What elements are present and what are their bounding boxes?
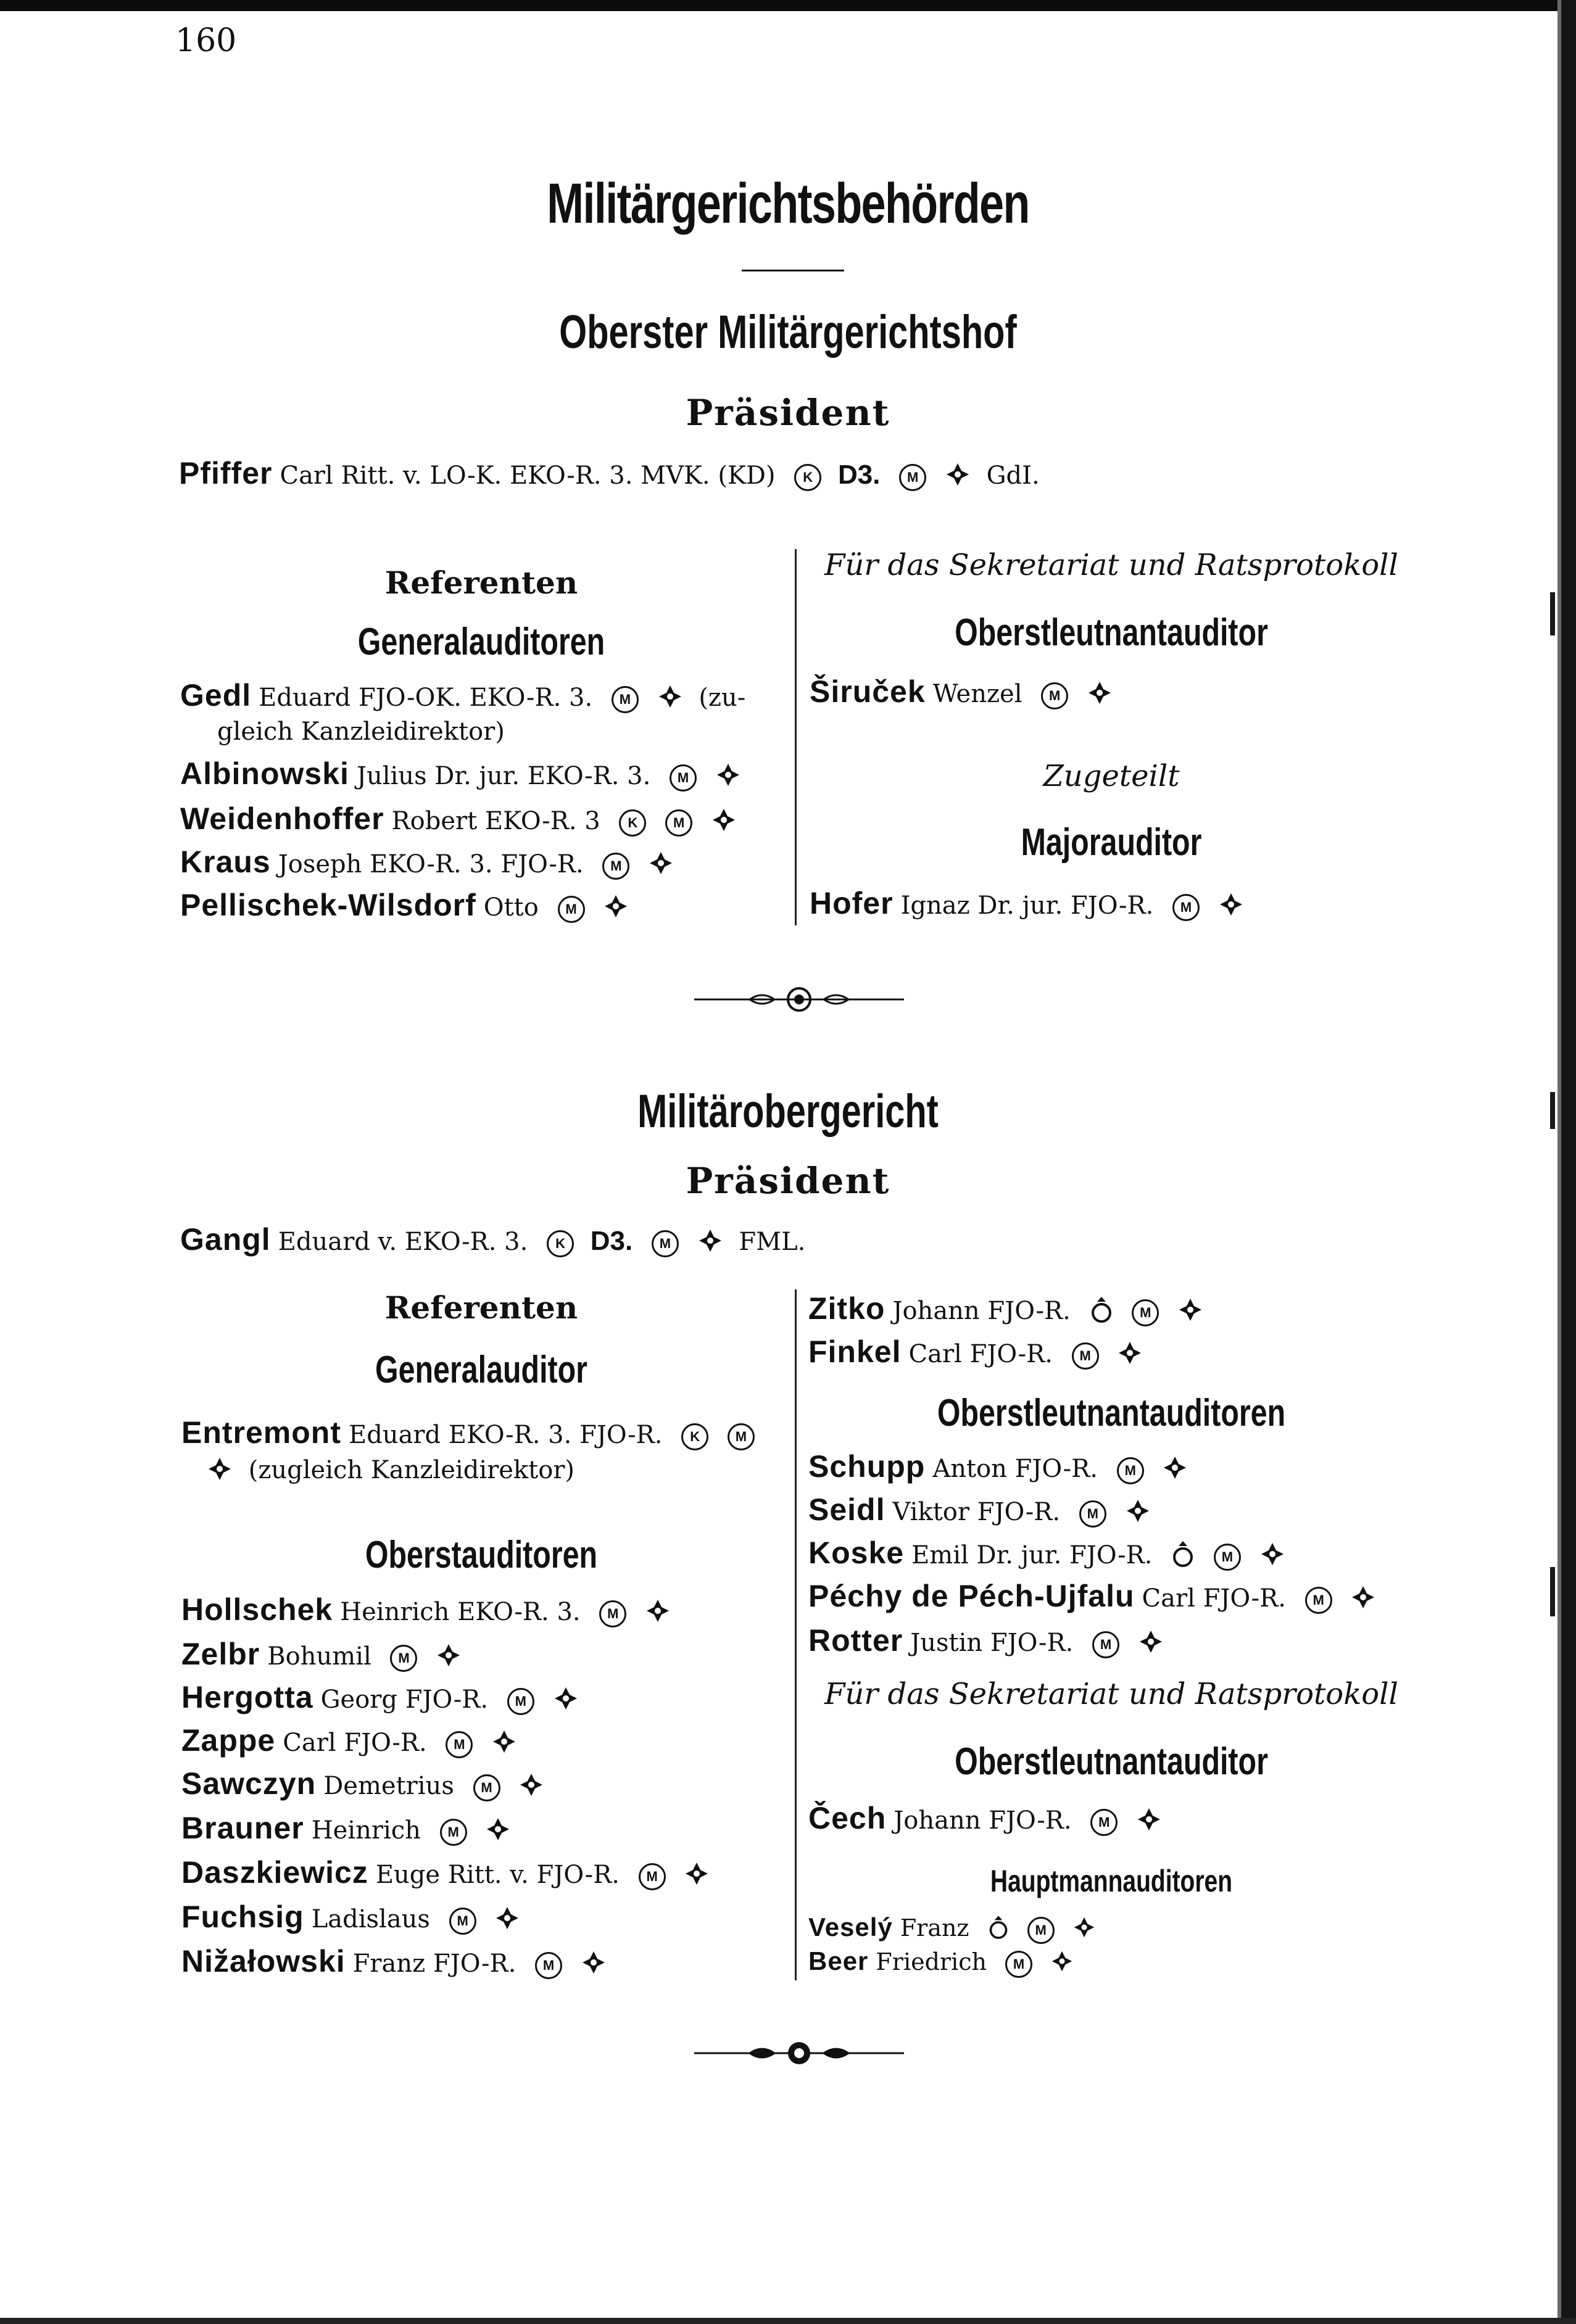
- cross-icon: [684, 1861, 709, 1892]
- merit-medal-icon: M: [1092, 1631, 1119, 1658]
- list-item: [808, 1800, 1161, 1838]
- section1-heading: Oberster Militärgerichtshof: [559, 306, 1017, 358]
- section2-left-heading: Referenten: [384, 1289, 578, 1326]
- entry-details: Georg FJO-R.: [320, 1685, 489, 1714]
- section2-right-heading2: Oberstleutnantauditor: [955, 1740, 1268, 1783]
- surname: Hergotta: [181, 1680, 313, 1714]
- list-item: [808, 1913, 1095, 1946]
- section2-left-heading2-wrap: [179, 1533, 784, 1577]
- merit-medal-icon: M: [1117, 1457, 1144, 1484]
- surname: Rotter: [808, 1623, 903, 1658]
- merit-medal-icon: M: [558, 896, 585, 923]
- merit-medal-icon: M: [1072, 1342, 1099, 1370]
- page-title: Militärgerichtsbehörden: [547, 172, 1029, 235]
- cross-icon: [645, 1598, 670, 1629]
- entry-details: Ladislaus: [311, 1905, 430, 1933]
- merit-medal-icon: M: [535, 1952, 562, 1979]
- surname: Hollschek: [181, 1592, 333, 1627]
- surname: Schupp: [808, 1449, 926, 1484]
- entry-details: Viktor FJO-R.: [892, 1498, 1061, 1526]
- merit-medal-icon: M: [899, 464, 926, 491]
- cross-icon: [1351, 1585, 1375, 1616]
- surname: Gangl: [180, 1222, 271, 1257]
- cross-icon: [603, 894, 628, 925]
- list-item: [180, 801, 736, 838]
- surname: Péchy de Péch-Ujfalu: [808, 1579, 1135, 1613]
- list-item: [181, 1722, 516, 1760]
- entry-details: Carl FJO-R.: [908, 1340, 1053, 1368]
- list-item: [180, 756, 740, 793]
- cross-icon: [486, 1817, 510, 1848]
- cross-icon: [649, 851, 673, 882]
- crown-order-icon: K: [619, 809, 646, 837]
- surname: Sawczyn: [181, 1766, 317, 1801]
- cross-icon: [1087, 680, 1112, 711]
- entry-continuation: gleich Kanzleidirektor): [217, 717, 505, 746]
- section2-right-heading-wrap: [806, 1391, 1417, 1435]
- cross-icon: [1073, 1916, 1095, 1944]
- entry-note: (zugleich Kanzleidirektor): [248, 1456, 575, 1484]
- merit-medal-icon: M: [728, 1423, 755, 1450]
- list-item: [181, 1415, 755, 1450]
- crown-order-icon: K: [794, 464, 821, 491]
- list-item: [181, 1679, 578, 1717]
- divider-ornament: [694, 981, 904, 1020]
- surname: Pfiffer: [179, 456, 273, 490]
- surname: Čech: [808, 1801, 887, 1835]
- section2-right-italic-wrap: [806, 1677, 1417, 1711]
- entry-details: Carl FJO-R.: [1142, 1584, 1286, 1613]
- entry-details: Heinrich EKO-R. 3.: [340, 1598, 581, 1626]
- list-item: [180, 844, 673, 882]
- cross-icon: [711, 808, 736, 838]
- section1-left-heading-wrap: [179, 564, 784, 601]
- surname: Zappe: [181, 1723, 276, 1758]
- cross-icon: [1051, 1950, 1073, 1978]
- list-item: [810, 674, 1112, 711]
- merit-medal-icon: M: [473, 1774, 500, 1801]
- entry-details: Demetrius: [323, 1772, 454, 1800]
- surname: Kraus: [180, 845, 271, 879]
- section1-assigned-wrap: [806, 759, 1417, 793]
- surname: Zelbr: [181, 1637, 260, 1671]
- entry-details: Ignaz Dr. jur. FJO-R.: [900, 891, 1154, 920]
- cross-icon: [495, 1906, 520, 1937]
- surname: Daszkiewicz: [181, 1855, 368, 1890]
- surname: Beer: [808, 1946, 869, 1975]
- entry-details: Anton FJO-R.: [932, 1455, 1098, 1483]
- merit-medal-icon: M: [1214, 1544, 1241, 1571]
- entry-details: Julius Dr. jur. EKO-R. 3.: [356, 762, 651, 790]
- list-item: [808, 1946, 1073, 1978]
- list-item: [808, 1492, 1150, 1529]
- cross-icon: [581, 1950, 606, 1981]
- list-item: [808, 1334, 1142, 1371]
- entry-details: Justin FJO-R.: [910, 1629, 1074, 1657]
- section1-right-heading2-wrap: [806, 821, 1417, 864]
- merit-medal-icon: M: [1041, 682, 1068, 709]
- ring-order-icon: [1090, 1296, 1113, 1330]
- list-item: [181, 1766, 544, 1803]
- entry-details: Johann FJO-R.: [894, 1806, 1072, 1835]
- merit-medal-icon: M: [670, 764, 697, 792]
- cross-icon: [1118, 1341, 1142, 1371]
- entry-details: Bohumil: [267, 1642, 371, 1671]
- surname: Hofer: [810, 886, 894, 920]
- merit-medal-icon: M: [440, 1819, 467, 1846]
- surname: Fuchsig: [181, 1900, 304, 1934]
- binding-mark: [1550, 592, 1555, 635]
- list-item: [808, 1291, 1203, 1330]
- surname: Seidl: [808, 1492, 885, 1527]
- merit-medal-icon: M: [639, 1863, 666, 1890]
- section2-right-heading3-wrap: [806, 1863, 1417, 1899]
- entry-details: Euge Ritt. v. FJO-R.: [375, 1861, 620, 1889]
- entry-note: (zu-: [699, 684, 746, 712]
- list-item: [181, 1943, 606, 1981]
- section2-president-heading-wrap: [0, 1160, 1576, 1202]
- merit-medal-icon: M: [1132, 1299, 1159, 1326]
- surname: Pellischek-Wilsdorf: [180, 888, 476, 922]
- decoration-code: D3.: [590, 1226, 633, 1256]
- section1-left-subheading: Generalauditoren: [357, 621, 605, 663]
- merit-medal-icon: M: [1027, 1917, 1055, 1944]
- list-item: [181, 1855, 709, 1892]
- merit-medal-icon: M: [602, 853, 629, 880]
- merit-medal-icon: M: [1090, 1809, 1118, 1836]
- entry-details: Johann FJO-R.: [892, 1297, 1071, 1325]
- column-divider: [795, 1289, 797, 1980]
- list-item: [181, 1899, 520, 1937]
- list-item: [808, 1449, 1187, 1486]
- list-item: [181, 1592, 670, 1629]
- list-item: [180, 677, 745, 715]
- section1-heading-wrap: [0, 305, 1576, 359]
- cross-icon: [1178, 1297, 1203, 1328]
- ring-order-icon: [1171, 1540, 1195, 1574]
- section2-heading-wrap: [0, 1085, 1576, 1138]
- merit-medal-icon: M: [1172, 894, 1200, 921]
- entry-details: Eduard FJO-OK. EKO-R. 3.: [259, 684, 593, 712]
- merit-medal-icon: M: [507, 1688, 534, 1715]
- section1-president-heading: Präsident: [686, 392, 890, 434]
- cross-icon: [1138, 1629, 1163, 1660]
- cross-icon: [1126, 1499, 1150, 1529]
- cross-icon: [716, 763, 740, 793]
- cross-icon: [945, 462, 970, 493]
- rank: GdI.: [986, 461, 1040, 490]
- section1-president-heading-wrap: [0, 392, 1576, 434]
- section1-right-heading2: Majorauditor: [1021, 821, 1202, 864]
- cross-icon: [554, 1686, 578, 1717]
- entry-details: Friedrich: [876, 1948, 987, 1975]
- section1-left-heading: Referenten: [384, 564, 578, 601]
- cross-icon: [1163, 1455, 1187, 1486]
- surname: Entremont: [181, 1415, 341, 1450]
- surname: Koske: [808, 1536, 905, 1570]
- list-item: [181, 1636, 461, 1674]
- merit-medal-icon: M: [1305, 1587, 1332, 1614]
- merit-medal-icon: M: [1005, 1951, 1032, 1978]
- rank: FML.: [739, 1228, 806, 1256]
- decoration-code: D3.: [837, 460, 881, 490]
- cross-icon: [492, 1729, 516, 1760]
- entry-details: Eduard v. EKO-R. 3.: [278, 1228, 528, 1256]
- section1-right-heading-wrap: [806, 611, 1417, 655]
- section1-right-italic-heading: Für das Sekretariat und Ratsprotokoll: [824, 548, 1398, 582]
- section1-right-heading: Oberstleutnantauditor: [955, 611, 1268, 654]
- section2-right-heading2-wrap: [806, 1740, 1417, 1784]
- section2-left-heading-wrap: [179, 1289, 784, 1326]
- cross-icon: [207, 1457, 232, 1487]
- cross-icon: [436, 1643, 461, 1674]
- section2-right-italic-heading: Für das Sekretariat und Ratsprotokoll: [824, 1677, 1398, 1711]
- entry-details: Carl Ritt. v. LO-K. EKO-R. 3. MVK. (KD): [280, 461, 776, 490]
- section1-assigned-label: Zugeteilt: [1043, 759, 1180, 793]
- section2-left-subheading: Generalauditor: [375, 1349, 587, 1391]
- scan-border-bottom: [0, 2318, 1576, 2324]
- column-divider: [795, 549, 797, 925]
- ring-order-icon: [988, 1914, 1009, 1946]
- title-rule: [742, 270, 844, 271]
- merit-medal-icon: M: [1079, 1500, 1106, 1528]
- entry-details: Joseph EKO-R. 3. FJO-R.: [278, 850, 584, 879]
- cross-icon: [698, 1228, 723, 1259]
- section2-president-entry: [180, 1222, 805, 1259]
- section2-right-heading: Oberstleutnantauditoren: [937, 1392, 1286, 1434]
- page-number: 160: [175, 22, 237, 59]
- binding-mark: [1550, 1567, 1555, 1616]
- cross-icon: [1260, 1542, 1285, 1573]
- entry-details: Emil Dr. jur. FJO-R.: [911, 1541, 1153, 1569]
- surname: Nižałowski: [181, 1944, 346, 1979]
- entry-details: Wenzel: [932, 680, 1022, 708]
- entry-details: Eduard EKO-R. 3. FJO-R.: [349, 1421, 663, 1449]
- merit-medal-icon: M: [390, 1645, 417, 1672]
- merit-medal-icon: M: [599, 1600, 626, 1627]
- entry-continuation: [207, 1456, 574, 1487]
- merit-medal-icon: M: [446, 1731, 473, 1758]
- list-item: [808, 1623, 1163, 1660]
- list-item: [181, 1810, 510, 1848]
- merit-medal-icon: M: [652, 1230, 679, 1257]
- divider-ornament: [694, 2035, 904, 2074]
- crown-order-icon: K: [681, 1423, 708, 1450]
- entry-details: Carl FJO-R.: [283, 1729, 427, 1757]
- section2-right-heading3: Hauptmannauditoren: [990, 1864, 1233, 1898]
- section1-right-italic-wrap: [806, 548, 1417, 582]
- entry-details: Heinrich: [311, 1816, 421, 1845]
- merit-medal-icon: M: [449, 1908, 476, 1935]
- section2-president-heading: Präsident: [686, 1160, 890, 1202]
- scan-border-top: [0, 0, 1576, 11]
- surname: Brauner: [181, 1811, 304, 1845]
- section2-left-subheading-wrap: [179, 1348, 784, 1392]
- cross-icon: [1219, 892, 1243, 923]
- surname: Zitko: [808, 1291, 885, 1326]
- section1-left-subheading-wrap: [179, 620, 784, 664]
- entry-details: Franz: [900, 1914, 969, 1941]
- surname: Weidenhoffer: [180, 801, 384, 836]
- list-item: [810, 885, 1243, 923]
- entry-details: Robert EKO-R. 3: [391, 807, 600, 835]
- crown-order-icon: K: [547, 1230, 574, 1257]
- cross-icon: [1137, 1807, 1161, 1838]
- surname: Veselý: [808, 1913, 893, 1941]
- cross-icon: [519, 1772, 544, 1803]
- merit-medal-icon: M: [612, 686, 639, 713]
- page-title-wrap: [0, 172, 1576, 236]
- section1-president-entry: [179, 455, 1040, 493]
- surname: Gedl: [180, 678, 252, 713]
- entry-details: Otto: [483, 893, 539, 922]
- surname: Širuček: [810, 674, 926, 709]
- entry-details: Franz FJO-R.: [352, 1950, 516, 1978]
- merit-medal-icon: M: [665, 809, 692, 837]
- cross-icon: [658, 684, 682, 715]
- list-item: [808, 1578, 1375, 1616]
- section2-heading: Militärobergericht: [637, 1085, 939, 1138]
- section2-left-heading2: Oberstauditoren: [365, 1534, 598, 1576]
- list-item: [808, 1535, 1285, 1574]
- surname: Albinowski: [180, 756, 349, 791]
- surname: Finkel: [808, 1334, 902, 1369]
- list-item: [180, 887, 628, 925]
